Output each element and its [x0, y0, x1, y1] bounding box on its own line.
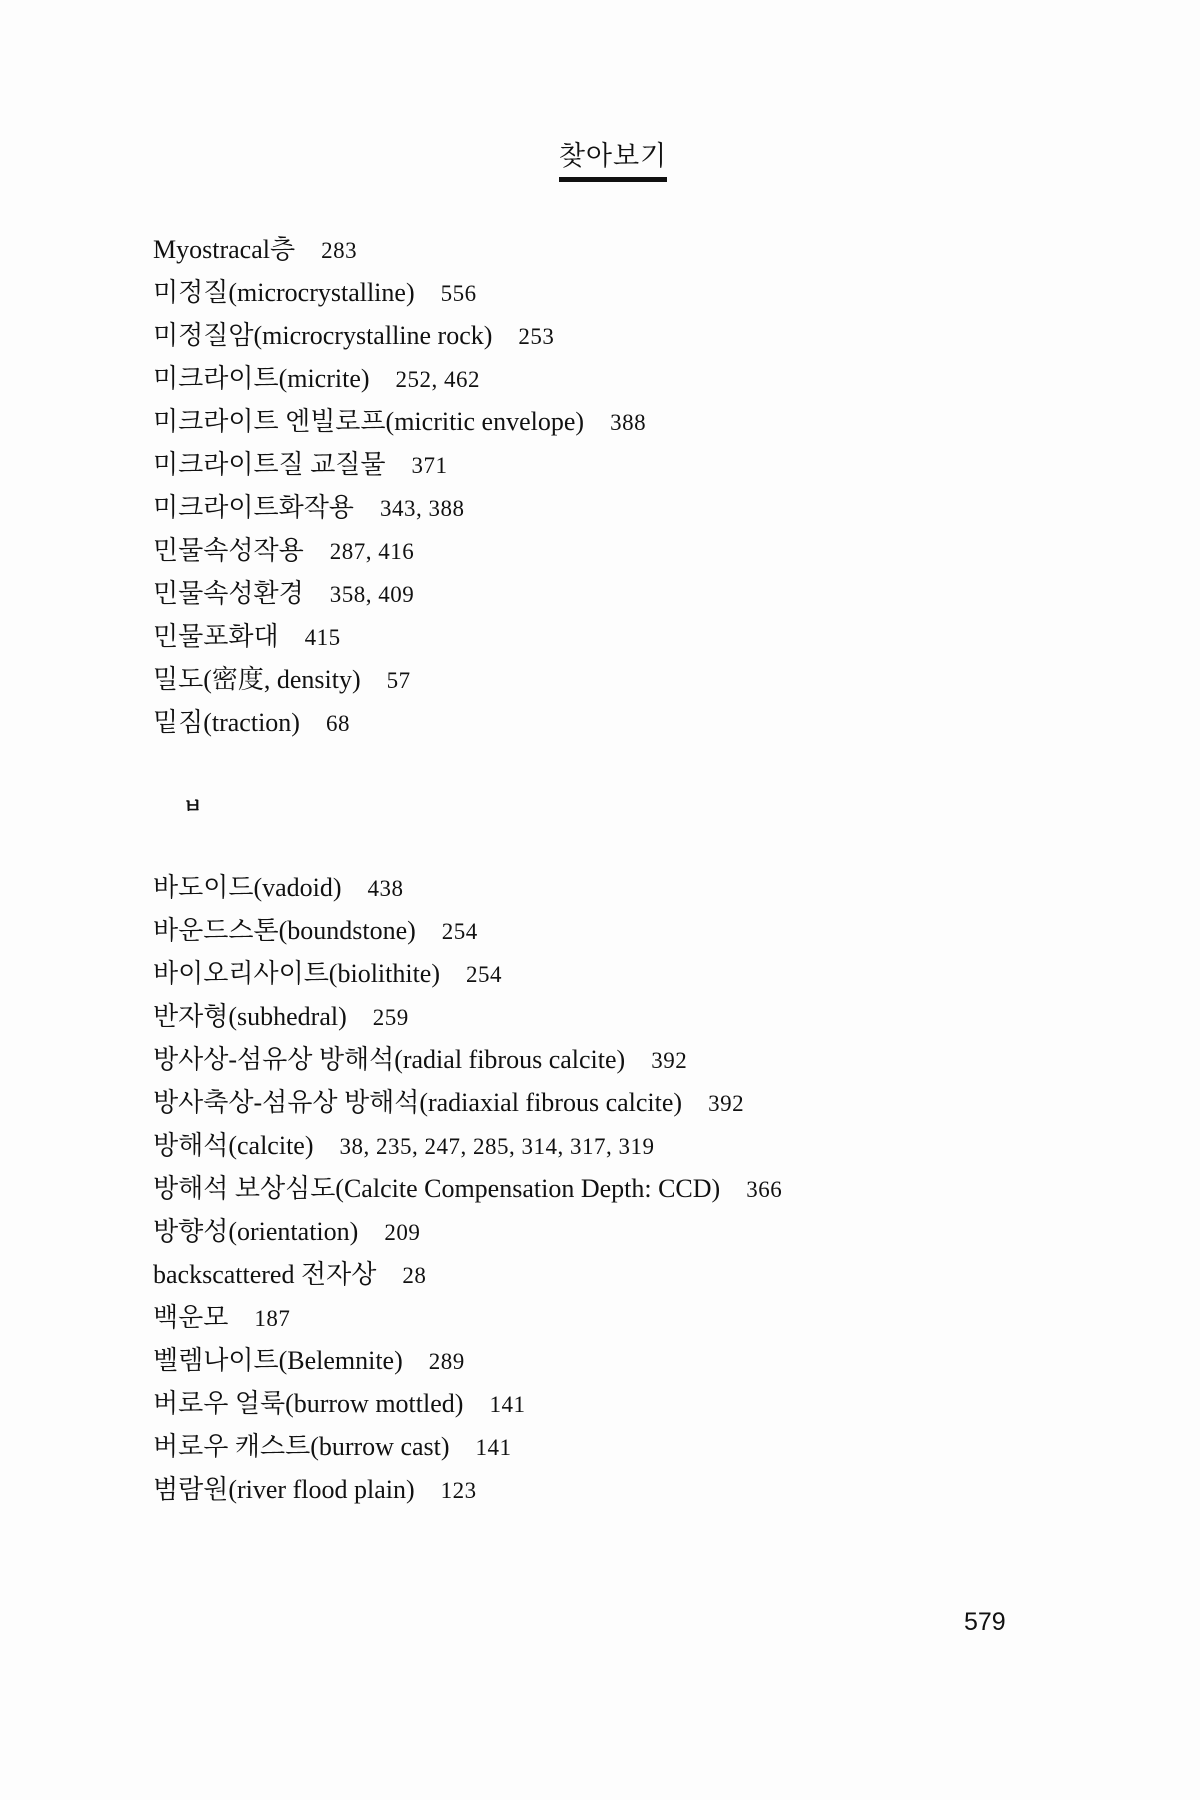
- entry-term: 방해석(calcite): [153, 1131, 314, 1160]
- index-entry: [153, 701, 1153, 744]
- entry-term: 바도이드(vadoid): [153, 873, 342, 902]
- index-entry: [153, 1382, 1153, 1425]
- entry-term: 벨렘나이트(Belemnite): [153, 1346, 403, 1375]
- entry-pages: 187: [254, 1306, 291, 1331]
- index-entry: [153, 909, 1153, 952]
- entry-pages: 209: [384, 1220, 421, 1245]
- entry-term: 미크라이트(micrite): [153, 364, 370, 393]
- entry-pages: 141: [475, 1435, 512, 1460]
- entry-term: 반자형(subhedral): [153, 1002, 347, 1031]
- index-entry: [153, 1425, 1153, 1468]
- entry-pages: 28: [402, 1263, 427, 1288]
- entry-pages: 358, 409: [329, 582, 415, 607]
- entry-pages: 343, 388: [379, 496, 465, 521]
- index-entry: [153, 357, 1153, 400]
- index-section-m: [153, 228, 1153, 744]
- index-entry: [153, 228, 1153, 271]
- entry-term: 방해석 보상심도(Calcite Compensation Depth: CCD): [153, 1174, 721, 1203]
- entry-pages: 438: [367, 876, 404, 901]
- index-entry: [153, 400, 1153, 443]
- entry-term: 민물포화대: [153, 622, 279, 651]
- index-entry: [153, 1253, 1153, 1296]
- entry-term: 방향성(orientation): [153, 1217, 359, 1246]
- index-entry: [153, 1468, 1153, 1511]
- section-letter-heading: ㅂ: [183, 794, 203, 818]
- entry-term: Myostracal층: [153, 235, 296, 264]
- entry-pages: 388: [610, 410, 647, 435]
- index-entry: [153, 658, 1153, 701]
- entry-term: 미크라이트 엔빌로프(micritic envelope): [153, 407, 585, 436]
- entry-pages: 283: [321, 238, 358, 263]
- entry-pages: 253: [518, 324, 555, 349]
- index-entry: [153, 1339, 1153, 1382]
- index-entry: [153, 1124, 1153, 1167]
- index-entry: [153, 271, 1153, 314]
- entry-term: 버로우 캐스트(burrow cast): [153, 1432, 450, 1461]
- entry-term: 밑짐(traction): [153, 708, 300, 737]
- index-entry: [153, 572, 1153, 615]
- entry-pages: 252, 462: [395, 367, 481, 392]
- index-entry: [153, 1167, 1153, 1210]
- entry-pages: 141: [489, 1392, 526, 1417]
- index-entry: [153, 1038, 1153, 1081]
- index-entry: [153, 1210, 1153, 1253]
- entry-pages: 371: [411, 453, 448, 478]
- entry-term: 바운드스톤(boundstone): [153, 916, 416, 945]
- index-entry: [153, 952, 1153, 995]
- index-entry: [153, 443, 1153, 486]
- entry-pages: 68: [325, 711, 350, 736]
- index-entry: [153, 1296, 1153, 1339]
- entry-pages: 556: [440, 281, 477, 306]
- entry-term: 민물속성환경: [153, 579, 304, 608]
- entry-term: 방사상-섬유상 방해석(radial fibrous calcite): [153, 1045, 626, 1074]
- entry-pages: 366: [746, 1177, 783, 1202]
- entry-term: 백운모: [153, 1303, 229, 1332]
- entry-term: backscattered 전자상: [153, 1260, 377, 1289]
- entry-term: 미정질암(microcrystalline rock): [153, 321, 493, 350]
- index-entry: [153, 486, 1153, 529]
- entry-term: 범람원(river flood plain): [153, 1475, 415, 1504]
- entry-pages: 287, 416: [329, 539, 415, 564]
- index-entry: [153, 529, 1153, 572]
- entry-pages: 38, 235, 247, 285, 314, 317, 319: [339, 1134, 655, 1159]
- index-title: 찾아보기: [559, 134, 667, 182]
- index-entry: [153, 314, 1153, 357]
- entry-term: 미크라이트질 교질물: [153, 450, 386, 479]
- entry-pages: 254: [441, 919, 478, 944]
- index-entry: [153, 615, 1153, 658]
- entry-term: 미정질(microcrystalline): [153, 278, 415, 307]
- entry-term: 버로우 얼룩(burrow mottled): [153, 1389, 464, 1418]
- index-entry: [153, 866, 1153, 909]
- entry-pages: 392: [708, 1091, 745, 1116]
- entry-term: 방사축상-섬유상 방해석(radiaxial fibrous calcite): [153, 1088, 683, 1117]
- entry-pages: 392: [651, 1048, 688, 1073]
- entry-pages: 57: [386, 668, 411, 693]
- index-section-b: [153, 866, 1153, 1511]
- page-header: [0, 134, 1200, 182]
- entry-term: 미크라이트화작용: [153, 493, 354, 522]
- entry-pages: 259: [372, 1005, 409, 1030]
- entry-term: 민물속성작용: [153, 536, 304, 565]
- entry-pages: 289: [428, 1349, 465, 1374]
- entry-pages: 415: [304, 625, 341, 650]
- entry-term: 밀도(密度, density): [153, 665, 361, 694]
- index-entry: [153, 1081, 1153, 1124]
- entry-pages: 254: [466, 962, 503, 987]
- entry-term: 바이오리사이트(biolithite): [153, 959, 441, 988]
- entry-pages: 123: [440, 1478, 477, 1503]
- index-entry: [153, 995, 1153, 1038]
- page-number: 579: [964, 1608, 1006, 1636]
